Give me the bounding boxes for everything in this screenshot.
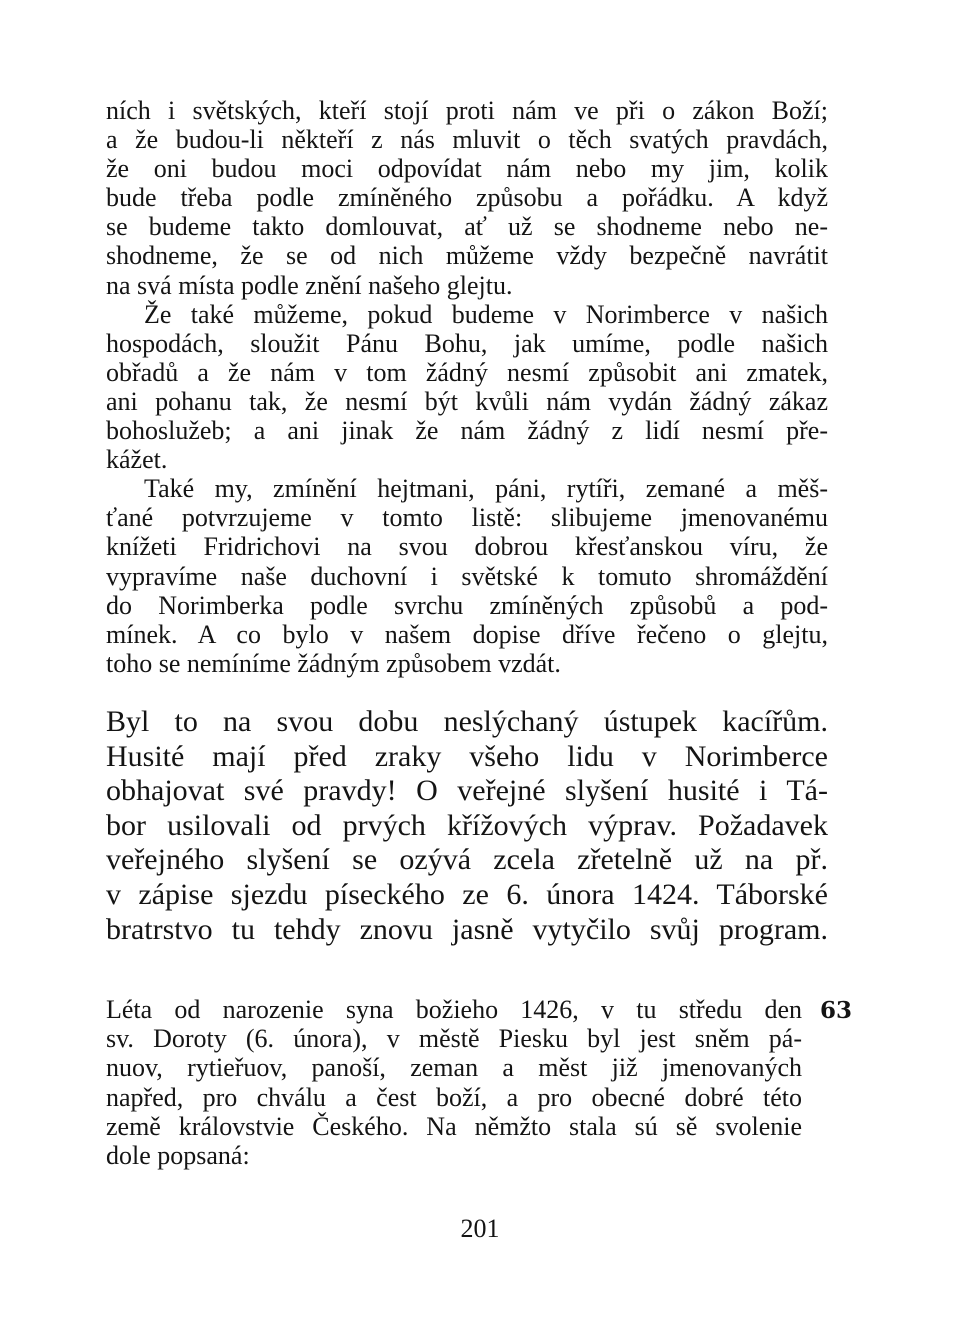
text-line: Léta od narozenie syna božieho 1426, v tu středu den — [106, 995, 802, 1024]
commentary-paragraph — [106, 705, 828, 947]
text-line: sv. Doroty (6. února), v městě Piesku byl jest sněm pá- — [106, 1024, 802, 1054]
text-line: shodneme, že se od nich můžeme vždy bezpečně navrátit — [106, 241, 828, 271]
text-line: Byl to na svou dobu neslýchaný ústupek kacířům. — [106, 705, 828, 738]
margin-reference-number: 63 — [820, 997, 853, 1024]
text-line: bratrstvo tu tehdy znovu jasně vytyčilo svůj program. — [106, 912, 828, 946]
text-line: v zápise sjezdu píseckého ze 6. února 1424. Táborské — [106, 877, 828, 911]
text-line: a že budou-li někteří z nás mluvit o těch svatých pravdách, — [106, 125, 828, 155]
text-line: nuov, rytieřuov, panoší, zeman a měst již jmenovaných — [106, 1053, 802, 1083]
text-line: ťané potvrzujeme v tomto listě: slibujeme jmenovanému — [106, 503, 828, 533]
text-line: Husité mají před zraky všeho lidu v Norimberce — [106, 739, 828, 773]
quoted-document-text — [106, 96, 828, 678]
text-line: kážet. — [106, 445, 168, 475]
text-line: se budeme takto domlouvat, ať už se shodneme nebo ne- — [106, 212, 828, 242]
text-line: vypravíme naše duchovní i světské k tomuto shromáždění — [106, 561, 828, 591]
quoted-document-excerpt — [106, 995, 802, 1170]
text-line: že oni budou moci odpovídat nám nebo my jim, kolik — [106, 154, 828, 184]
text-line: veřejného slyšení se ozývá zcela zřetelně už na př. — [106, 843, 828, 877]
text-line: ních i světských, kteří stojí proti nám ve při o zákon Boží; — [106, 96, 828, 125]
text-line: Že také můžeme, pokud budeme v Norimberce v našich — [144, 299, 828, 329]
text-line: obřadů a že nám v tom žádný nesmí způsobit ani zmatek, — [106, 357, 828, 387]
text-line: ani pohanu tak, že nesmí být kvůli nám vydán žádný zákaz — [106, 386, 828, 416]
text-line: dole popsaná: — [106, 1141, 250, 1171]
text-line: Také my, zmínění hejtmani, páni, rytíři, zemané a měš- — [144, 474, 828, 504]
text-line: země královstvie Českého. Na němžto stala sú sě svolenie — [106, 1111, 802, 1141]
text-line: na svá místa podle znění našeho glejtu. — [106, 270, 513, 300]
text-line: bor usilovali od prvých křížových výprav. Požadavek — [106, 808, 828, 842]
text-line: mínek. A co bylo v našem dopise dříve řečeno o glejtu, — [106, 619, 828, 649]
text-line: bude třeba podle zmíněného způsobu a pořádku. A když — [106, 183, 828, 213]
text-line: hospodách, sloužit Pánu Bohu, jak umíme, podle našich — [106, 328, 828, 358]
text-line: napřed, pro chválu a čest boží, a pro obecné dobré této — [106, 1082, 802, 1112]
text-line: obhajovat své pravdy! O veřejné slyšení husité i Tá- — [106, 774, 828, 808]
text-line: knížeti Fridrichovi na svou dobrou křesťanskou víru, že — [106, 532, 828, 562]
text-line: do Norimberka podle svrchu zmíněných způsobů a pod- — [106, 590, 828, 620]
text-line: toho se nemíníme žádným způsobem vzdát. — [106, 648, 561, 678]
page-number: 201 — [460, 1214, 500, 1243]
text-line: bohoslužeb; a ani jinak že nám žádný z lidí nesmí pře- — [106, 416, 828, 446]
